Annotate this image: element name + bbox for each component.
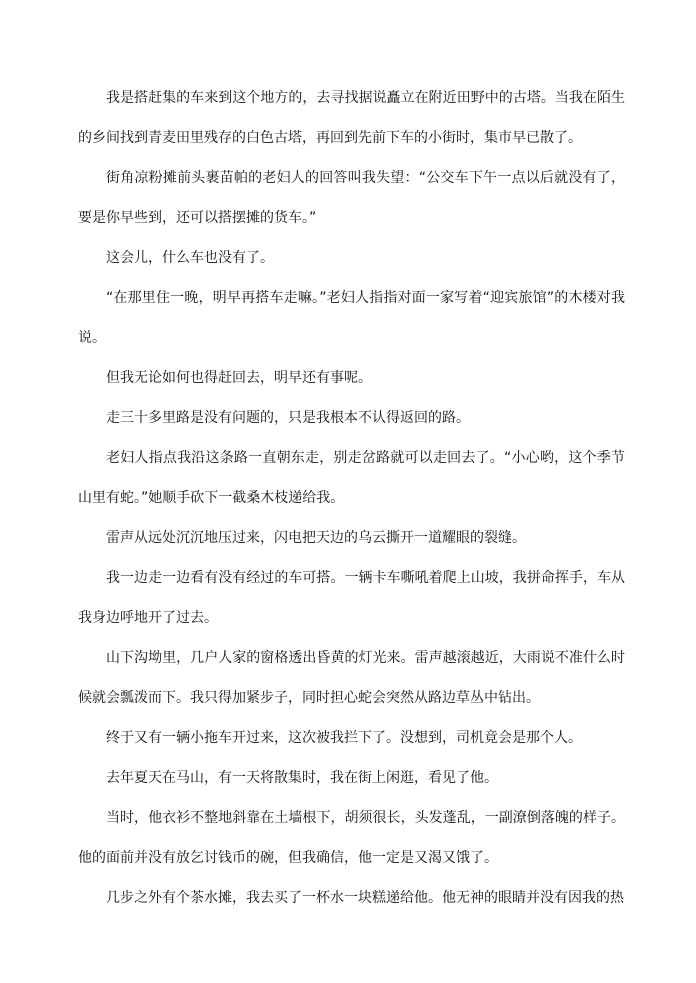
paragraph-1: 我是搭赶集的车来到这个地方的，去寻找据说矗立在附近田野中的古塔。当我在陌生的乡间找到青麦田里残存的白色古塔，再回到先前下车的小街时，集市早已散了。 (78, 90, 625, 146)
paragraph-2: 街角凉粉摊前头裹苗帕的老妇人的回答叫我失望：“公交车下午一点以后就没有了，要是你早些到，还可以搭摆摊的货车。” (78, 170, 625, 226)
paragraph-10: 山下沟坳里，几户人家的窗格透出昏黄的灯光来。雷声越滚越近，大雨说不准什么时候就会瓢泼而下。我只得加紧步子，同时担心蛇会突然从路边草丛中钻出。 (78, 650, 625, 706)
document-body (78, 78, 625, 918)
paragraph-11: 终于又有一辆小拖车开过来，这次被我拦下了。没想到，司机竟会是那个人。 (106, 730, 582, 746)
paragraph-14: 几步之外有个茶水摊，我去买了一杯水一块糕递给他。他无神的眼睛并没有因我的热 (106, 890, 624, 906)
paragraph-7: 老妇人指点我沿这条路一直朝东走，别走岔路就可以走回去了。“小心哟，这个季节山里有蛇。”她顺手砍下一截桑木枝递给我。 (78, 450, 625, 506)
paragraph-13: 当时，他衣衫不整地斜靠在土墙根下，胡须很长，头发蓬乱，一副潦倒落魄的样子。他的面前并没有放乞讨钱币的碗，但我确信，他一定是又渴又饿了。 (78, 810, 625, 866)
paragraph-8: 雷声从远处沉沉地压过来，闪电把天边的乌云撕开一道耀眼的裂缝。 (106, 530, 526, 546)
paragraph-12: 去年夏天在马山，有一天将散集时，我在街上闲逛，看见了他。 (106, 770, 498, 786)
paragraph-6: 走三十多里路是没有问题的，只是我根本不认得返回的路。 (106, 410, 470, 426)
paragraph-3: 这会儿，什么车也没有了。 (106, 250, 274, 266)
paragraph-4: “在那里住一晚，明早再搭车走嘛。”老妇人指指对面一家写着“迎宾旅馆”的木楼对我说。 (78, 290, 625, 346)
paragraph-5: 但我无论如何也得赶回去，明早还有事呢。 (106, 370, 372, 386)
paragraph-9: 我一边走一边看有没有经过的车可搭。一辆卡车嘶吼着爬上山坡，我拼命挥手，车从我身边呼地开了过去。 (78, 570, 625, 626)
